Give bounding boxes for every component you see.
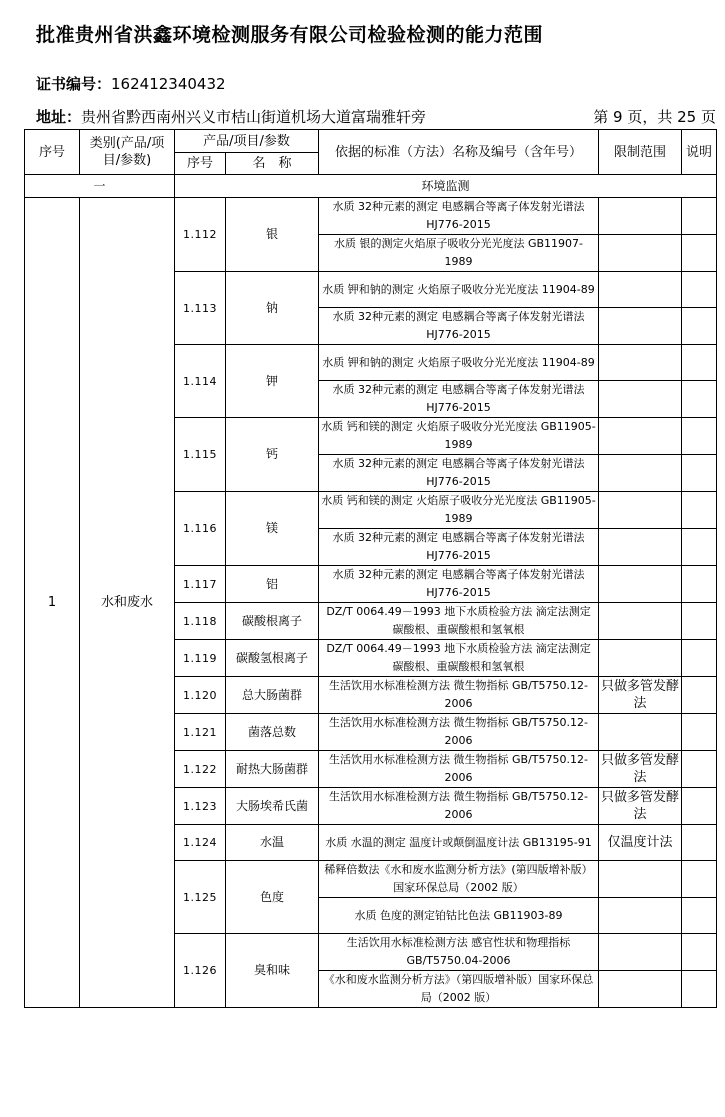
note-cell [682, 898, 717, 934]
note-cell [682, 345, 717, 381]
limit-range [599, 529, 682, 566]
note-cell [682, 861, 717, 898]
limit-range [599, 934, 682, 971]
standard-method: DZ/T 0064.49－1993 地下水质检验方法 滴定法测定碳酸根、重碳酸根和氢氧根 [319, 603, 599, 640]
limit-range [599, 971, 682, 1008]
item-number: 1.123 [175, 788, 226, 825]
limit-range [599, 898, 682, 934]
limit-range [599, 603, 682, 640]
standard-method: 生活饮用水标准检测方法 微生物指标 GB/T5750.12-2006 [319, 788, 599, 825]
standard-method: 《水和废水监测分析方法》（第四版增补版）国家环保总局（2002 版） [319, 971, 599, 1008]
header-item-name: 名 称 [226, 153, 319, 175]
item-name: 耐热大肠菌群 [226, 751, 319, 788]
limit-range: 只做多管发酵法 [599, 751, 682, 788]
cert-number: 162412340432 [111, 75, 226, 93]
limit-range [599, 345, 682, 381]
standard-method: 生活饮用水标准检测方法 微生物指标 GB/T5750.12-2006 [319, 751, 599, 788]
standard-method: 水质 钙和镁的测定 火焰原子吸收分光光度法 GB11905-1989 [319, 418, 599, 455]
note-cell [682, 455, 717, 492]
item-number: 1.119 [175, 640, 226, 677]
certificate-line [36, 73, 226, 94]
standard-method: 稀释倍数法《水和废水监测分析方法》(第四版增补版）国家环保总局（2002 版） [319, 861, 599, 898]
limit-range: 仅温度计法 [599, 825, 682, 861]
limit-range [599, 566, 682, 603]
note-cell [682, 418, 717, 455]
limit-range [599, 418, 682, 455]
standard-method: 生活饮用水标准检测方法 感官性状和物理指标 GB/T5750.04-2006 [319, 934, 599, 971]
header-limit: 限制范围 [599, 130, 682, 175]
note-cell [682, 934, 717, 971]
standard-method: 水质 32种元素的测定 电感耦合等离子体发射光谱法 HJ776-2015 [319, 529, 599, 566]
item-number: 1.113 [175, 272, 226, 345]
standard-method: 生活饮用水标准检测方法 微生物指标 GB/T5750.12-2006 [319, 714, 599, 751]
item-number: 1.125 [175, 861, 226, 934]
limit-range [599, 640, 682, 677]
item-number: 1.116 [175, 492, 226, 566]
item-name: 镁 [226, 492, 319, 566]
section-number: 一 [25, 175, 175, 198]
item-name: 钠 [226, 272, 319, 345]
standard-method: 生活饮用水标准检测方法 微生物指标 GB/T5750.12-2006 [319, 677, 599, 714]
group-category: 水和废水 [80, 198, 175, 1008]
item-number: 1.118 [175, 603, 226, 640]
note-cell [682, 825, 717, 861]
table-row [25, 198, 717, 235]
standard-method: 水质 32种元素的测定 电感耦合等离子体发射光谱法 HJ776-2015 [319, 455, 599, 492]
item-name: 钙 [226, 418, 319, 492]
limit-range: 只做多管发酵法 [599, 788, 682, 825]
address-label: 地址： [36, 108, 82, 126]
standard-method: 水质 32种元素的测定 电感耦合等离子体发射光谱法 HJ776-2015 [319, 308, 599, 345]
address-line [36, 106, 716, 127]
note-cell [682, 198, 717, 235]
standard-method: 水质 32种元素的测定 电感耦合等离子体发射光谱法 HJ776-2015 [319, 566, 599, 603]
item-name: 色度 [226, 861, 319, 934]
item-name: 碳酸氢根离子 [226, 640, 319, 677]
item-name: 碳酸根离子 [226, 603, 319, 640]
note-cell [682, 308, 717, 345]
standard-method: 水质 钾和钠的测定 火焰原子吸收分光光度法 11904-89 [319, 272, 599, 308]
item-number: 1.126 [175, 934, 226, 1008]
note-cell [682, 235, 717, 272]
note-cell [682, 640, 717, 677]
standard-method: DZ/T 0064.49－1993 地下水质检验方法 滴定法测定碳酸根、重碳酸根和氢氧根 [319, 640, 599, 677]
note-cell [682, 714, 717, 751]
limit-range [599, 381, 682, 418]
standard-method: 水质 色度的测定铂钴比色法 GB11903-89 [319, 898, 599, 934]
standard-method: 水质 水温的测定 温度计或颠倒温度计法 GB13195-91 [319, 825, 599, 861]
item-number: 1.115 [175, 418, 226, 492]
note-cell [682, 381, 717, 418]
header-seq: 序号 [25, 130, 80, 175]
note-cell [682, 529, 717, 566]
item-number: 1.114 [175, 345, 226, 418]
note-cell [682, 566, 717, 603]
item-number: 1.117 [175, 566, 226, 603]
item-name: 钾 [226, 345, 319, 418]
item-number: 1.120 [175, 677, 226, 714]
item-number: 1.122 [175, 751, 226, 788]
standard-method: 水质 银的测定火焰原子吸收分光光度法 GB11907-1989 [319, 235, 599, 272]
capability-table [24, 129, 717, 1008]
note-cell [682, 603, 717, 640]
note-cell [682, 971, 717, 1008]
limit-range [599, 308, 682, 345]
header-item-no: 序号 [175, 153, 226, 175]
item-number: 1.121 [175, 714, 226, 751]
address-text: 贵州省黔西南州兴义市桔山街道机场大道富瑞雅轩旁 [81, 108, 427, 126]
item-name: 水温 [226, 825, 319, 861]
standard-method: 水质 钙和镁的测定 火焰原子吸收分光光度法 GB11905-1989 [319, 492, 599, 529]
cert-label: 证书编号： [36, 75, 112, 93]
header-product-group: 产品/项目/参数 [175, 130, 319, 153]
standard-method: 水质 钾和钠的测定 火焰原子吸收分光光度法 11904-89 [319, 345, 599, 381]
standard-method: 水质 32种元素的测定 电感耦合等离子体发射光谱法 HJ776-2015 [319, 198, 599, 235]
item-name: 铝 [226, 566, 319, 603]
item-name: 菌落总数 [226, 714, 319, 751]
note-cell [682, 492, 717, 529]
item-name: 总大肠菌群 [226, 677, 319, 714]
item-name: 臭和味 [226, 934, 319, 1008]
note-cell [682, 677, 717, 714]
limit-range [599, 272, 682, 308]
item-number: 1.112 [175, 198, 226, 272]
limit-range [599, 492, 682, 529]
limit-range: 只做多管发酵法 [599, 677, 682, 714]
standard-method: 水质 32种元素的测定 电感耦合等离子体发射光谱法 HJ776-2015 [319, 381, 599, 418]
page-info: 第 9 页，共 25 页 [593, 108, 716, 126]
section-name: 环境监测 [175, 175, 717, 198]
limit-range [599, 455, 682, 492]
limit-range [599, 714, 682, 751]
note-cell [682, 272, 717, 308]
item-number: 1.124 [175, 825, 226, 861]
page-title: 批准贵州省洪鑫环境检测服务有限公司检验检测的能力范围 [36, 24, 544, 46]
item-name: 银 [226, 198, 319, 272]
limit-range [599, 198, 682, 235]
header-standard: 依据的标准（方法）名称及编号（含年号） [319, 130, 599, 175]
item-name: 大肠埃希氏菌 [226, 788, 319, 825]
note-cell [682, 751, 717, 788]
note-cell [682, 788, 717, 825]
header-category: 类别(产品/项目/参数) [80, 130, 175, 175]
header-note: 说明 [682, 130, 717, 175]
limit-range [599, 235, 682, 272]
limit-range [599, 861, 682, 898]
group-number: 1 [25, 198, 80, 1008]
